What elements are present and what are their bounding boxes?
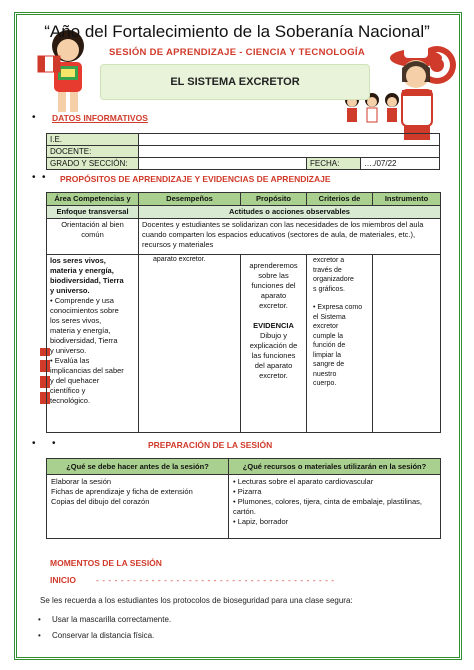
bullet-icon: • bbox=[32, 438, 36, 449]
antes-item: Fichas de aprendizaje y ficha de extensión bbox=[51, 487, 193, 496]
recurso-item: • Pizarra bbox=[233, 487, 262, 496]
inicio-label: INICIO bbox=[50, 575, 76, 585]
area-line: biodiversidad, Tierra bbox=[50, 336, 118, 345]
fecha-value: …./07/22 bbox=[361, 158, 440, 170]
criterio-line: sangre de bbox=[313, 361, 345, 368]
area-line: y del quehacer bbox=[50, 376, 100, 385]
enfoque-label: Enfoque transversal bbox=[47, 206, 139, 219]
criterio-line: nuestro bbox=[313, 370, 337, 378]
recurso-item: • Plumones, colores, tijera, cinta de embalaje, plastilinas, cartón. bbox=[233, 497, 422, 516]
evidencia-line: del aparato bbox=[254, 361, 293, 370]
ie-value bbox=[139, 134, 440, 146]
momentos-heading: MOMENTOS DE LA SESIÓN bbox=[50, 558, 162, 568]
bullet-icon: • bbox=[52, 438, 56, 449]
inicio-dashes: - - - - - - - - - - - - - - - - - - - - - - - - - - - - - - - - - - - - - - - bbox=[96, 575, 335, 585]
area-line: científico y bbox=[50, 386, 86, 395]
year-title: “Año del Fortalecimiento de la Soberanía Nacional” bbox=[44, 22, 430, 41]
info-table bbox=[46, 133, 440, 170]
area-competencias-cell bbox=[47, 255, 139, 433]
ie-label: I.E. bbox=[47, 134, 139, 146]
competencias-table bbox=[46, 192, 441, 433]
list-item: • Usar la mascarilla correctamente. bbox=[38, 615, 172, 624]
proposito-line: funciones del bbox=[251, 281, 296, 290]
col-criterios: Criterios de bbox=[307, 193, 373, 206]
criterio-line: función de bbox=[313, 342, 346, 349]
criterio-line: cuerpo. bbox=[313, 380, 337, 387]
proposito-line: excretor. bbox=[259, 301, 288, 310]
criterio-line: través de bbox=[313, 266, 342, 274]
criterio-line: organizadore bbox=[313, 276, 354, 283]
area-line: tecnológico. bbox=[50, 396, 91, 405]
area-line: conocimientos sobre bbox=[50, 306, 119, 315]
datos-heading: DATOS INFORMATIVOS bbox=[52, 113, 148, 123]
criterio-line: excretor a bbox=[313, 257, 345, 264]
area-line: implicancias del saber bbox=[50, 366, 124, 375]
preparacion-table bbox=[46, 458, 441, 539]
criterio-line: limpiar la bbox=[313, 351, 342, 359]
antes-item: Elaborar la sesión bbox=[51, 477, 112, 486]
recurso-item: • Lapiz, borrador bbox=[233, 517, 289, 526]
grado-value bbox=[139, 158, 307, 170]
preparacion-heading: PREPARACIÓN DE LA SESIÓN bbox=[148, 440, 273, 450]
instrumento-cell bbox=[373, 255, 441, 433]
docente-label: DOCENTE: bbox=[47, 146, 139, 158]
criterio-line: excretor bbox=[313, 323, 339, 330]
momentos-intro: Se les recuerda a los estudiantes los protocolos de bioseguridad para una clase segura: bbox=[40, 596, 353, 605]
actitudes-value: Docentes y estudiantes se solidarizan con las necesidades de los miembros del aula cuando comparten los espacios educativos (sectores de aula, de materiales, etc.), recursos y materiales bbox=[139, 219, 441, 255]
col-antes: ¿Qué se debe hacer antes de la sesión? bbox=[47, 459, 229, 475]
evidencia-line: Dibujo y bbox=[259, 331, 288, 340]
col-desempenos: Desempeños bbox=[139, 193, 241, 206]
criterio-line: • Expresa como bbox=[313, 304, 363, 311]
desempeno-text: aparato excretor. bbox=[153, 256, 206, 263]
session-title-box bbox=[100, 64, 370, 100]
area-line: los seres vivos, bbox=[50, 316, 102, 325]
proposito-line: aparato bbox=[260, 291, 287, 300]
list-item: • Conservar la distancia física. bbox=[38, 631, 155, 640]
evidencia-line: las funciones bbox=[251, 351, 296, 360]
fecha-label: FECHA: bbox=[307, 158, 361, 170]
criterio-line: s gráficos. bbox=[313, 285, 345, 293]
area-line: materia y energía, bbox=[50, 266, 114, 275]
enfoque-value: Orientación al bien común bbox=[47, 219, 139, 255]
propositos-heading: PROPÓSITOS DE APRENDIZAJE Y EVIDENCIAS DE APRENDIZAJE bbox=[60, 174, 331, 184]
area-line: • Evalúa las bbox=[50, 356, 90, 365]
criterios-cell bbox=[307, 255, 373, 433]
area-line: materia y energía, bbox=[50, 326, 111, 335]
recursos-cell bbox=[229, 475, 441, 539]
col-proposito: Propósito bbox=[241, 193, 307, 206]
criterio-line: cumple la bbox=[313, 332, 343, 340]
antes-item: Copias del dibujo del corazón bbox=[51, 497, 150, 506]
proposito-cell bbox=[241, 255, 307, 433]
evidencia-line: excretor. bbox=[259, 371, 288, 380]
area-line: biodiversidad, Tierra bbox=[50, 276, 124, 285]
session-title: EL SISTEMA EXCRETOR bbox=[170, 76, 300, 88]
criterio-line: el Sistema bbox=[313, 313, 346, 321]
area-line: los seres vivos, bbox=[50, 256, 106, 265]
area-line: • Comprende y usa bbox=[50, 296, 114, 305]
bullet-icon: • bbox=[32, 172, 36, 183]
col-recursos: ¿Qué recursos o materiales utilizarán en la sesión? bbox=[229, 459, 441, 475]
proposito-line: sobre las bbox=[258, 271, 289, 280]
evidencia-line: explicación de bbox=[249, 341, 298, 350]
grado-label: GRADO Y SECCIÓN: bbox=[47, 158, 139, 170]
evidencia-label: EVIDENCIA bbox=[253, 321, 294, 330]
col-area: Área Competencias y bbox=[47, 193, 139, 206]
desempeno-cell bbox=[139, 255, 241, 433]
actitudes-label: Actitudes o acciones observables bbox=[139, 206, 441, 219]
session-subtitle: SESIÓN DE APRENDIZAJE - CIENCIA Y TECNOLOGÍA bbox=[108, 47, 365, 58]
bullet-icon: • bbox=[42, 172, 46, 183]
proposito-line: aprenderemos bbox=[249, 261, 298, 270]
bullet-icon: • bbox=[32, 112, 36, 123]
area-line: y universo. bbox=[50, 286, 90, 295]
recurso-item: • Lecturas sobre el aparato cardiovascular bbox=[233, 477, 374, 486]
col-instrumento: Instrumento bbox=[373, 193, 441, 206]
antes-cell bbox=[47, 475, 229, 539]
docente-value bbox=[139, 146, 440, 158]
area-line: y universo. bbox=[50, 346, 87, 355]
